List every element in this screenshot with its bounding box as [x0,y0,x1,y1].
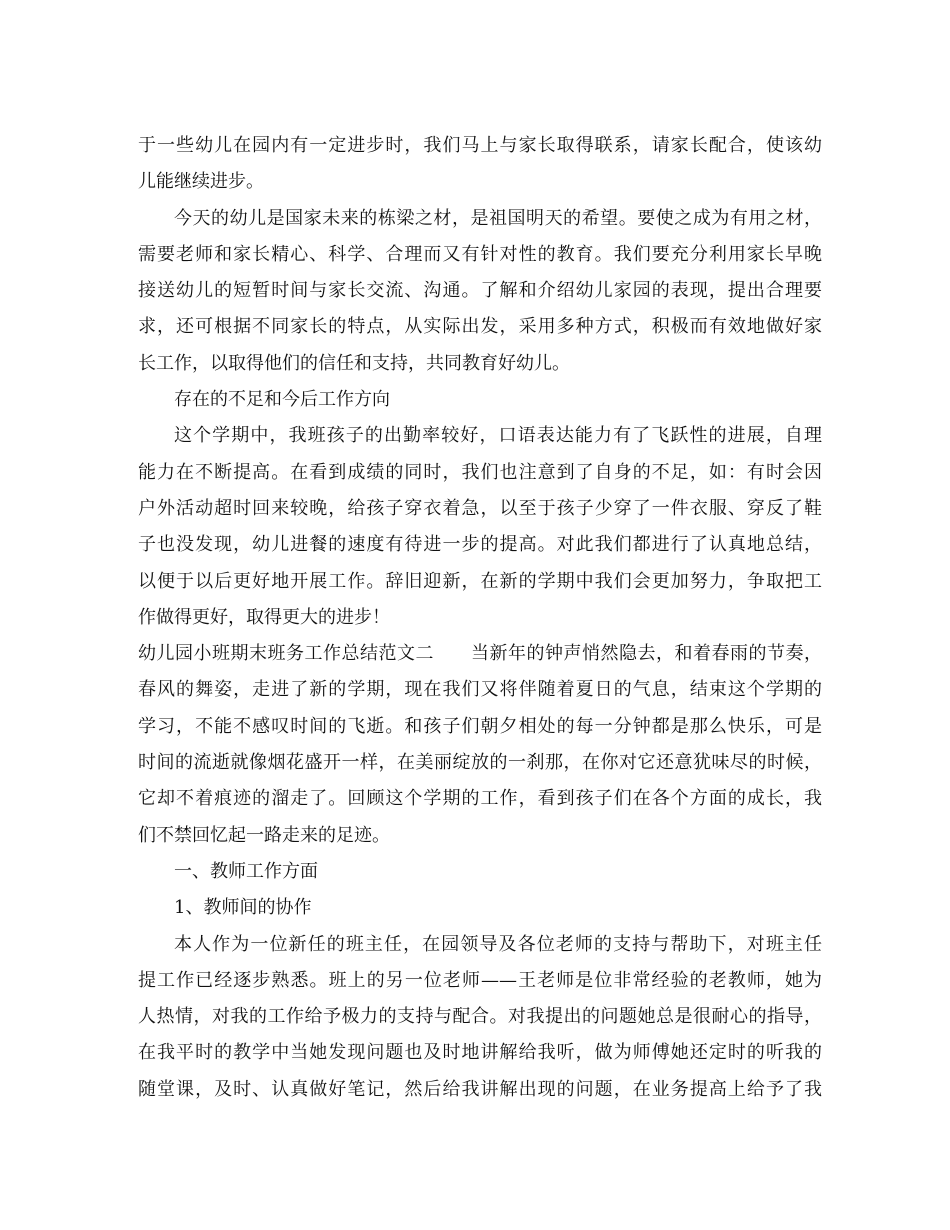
text-line: 一、教师工作方面 [174,860,318,882]
text-line: 随堂课，及时、认真做好笔记，然后给我讲解出现的问题，在业务提高上给予了我 [138,1078,822,1100]
text-line: 求，还可根据不同家长的特点，从实际出发，采用多种方式，积极而有效地做好家 [138,316,822,338]
text-line: 以便于以后更好地开展工作。辞旧迎新，在新的学期中我们会更加努力，争取把工 [138,570,822,592]
text-line: 人热情，对我的工作给予极力的支持与配合。对我提出的问题她总是很耐心的指导， [138,1006,822,1028]
text-line: 今天的幼儿是国家未来的栋梁之材，是祖国明天的希望。要使之成为有用之材， [174,207,822,229]
text-line: 子也没发现，幼儿进餐的速度有待进一步的提高。对此我们都进行了认真地总结， [138,534,822,556]
text-line: 这个学期中，我班孩子的出勤率较好，口语表达能力有了飞跃性的进展，自理 [174,425,822,447]
document-body [138,128,822,1108]
text-line: 它却不着痕迹的溜走了。回顾这个学期的工作，看到孩子们在各个方面的成长，我 [138,788,822,810]
text-line: 提工作已经逐步熟悉。班上的另一位老师——王老师是位非常经验的老教师，她为 [138,969,822,991]
text-line: 能力在不断提高。在看到成绩的同时，我们也注意到了自身的不足，如：有时会因 [138,461,822,483]
text-line: 本人作为一位新任的班主任，在园领导及各位老师的支持与帮助下，对班主任 [174,933,822,955]
text-line: 作做得更好，取得更大的进步！ [138,606,390,628]
text-line: 于一些幼儿在园内有一定进步时，我们马上与家长取得联系，请家长配合，使该幼 [138,135,822,156]
text-line: 需要老师和家长精心、科学、合理而又有针对性的教育。我们要充分利用家长早晚 [138,243,822,265]
text-line: 接送幼儿的短暂时间与家长交流、沟通。了解和介绍幼儿家园的表现，提出合理要 [138,280,822,302]
text-line: 1、教师间的协作 [174,897,312,919]
text-line: 长工作，以取得他们的信任和支持，共同教育好幼儿。 [138,352,570,374]
text-line: 儿能继续进步。 [138,171,264,193]
text-line: 户外活动超时回来较晚，给孩子穿衣着急，以至于孩子少穿了一件衣服、穿反了鞋 [138,497,822,519]
text-line: 春风的舞姿，走进了新的学期，现在我们又将伴随着夏日的气息，结束这个学期的 [138,679,822,701]
text-line: 们不禁回忆起一路走来的足迹。 [138,824,390,846]
text-line: 学习，不能不感叹时间的飞逝。和孩子们朝夕相处的每一分钟都是那么快乐，可是 [138,715,822,737]
text-line: 存在的不足和今后工作方向 [174,389,390,411]
text-line: 幼儿园小班期末班务工作总结范文二 当新年的钟声悄然隐去，和着春雨的节奏， [138,643,822,665]
text-line: 在我平时的教学中当她发现问题也及时地讲解给我听，做为师傅她还定时的听我的 [138,1042,822,1064]
text-line: 时间的流逝就像烟花盛开一样，在美丽绽放的一刹那，在你对它还意犹味尽的时候， [138,752,822,774]
